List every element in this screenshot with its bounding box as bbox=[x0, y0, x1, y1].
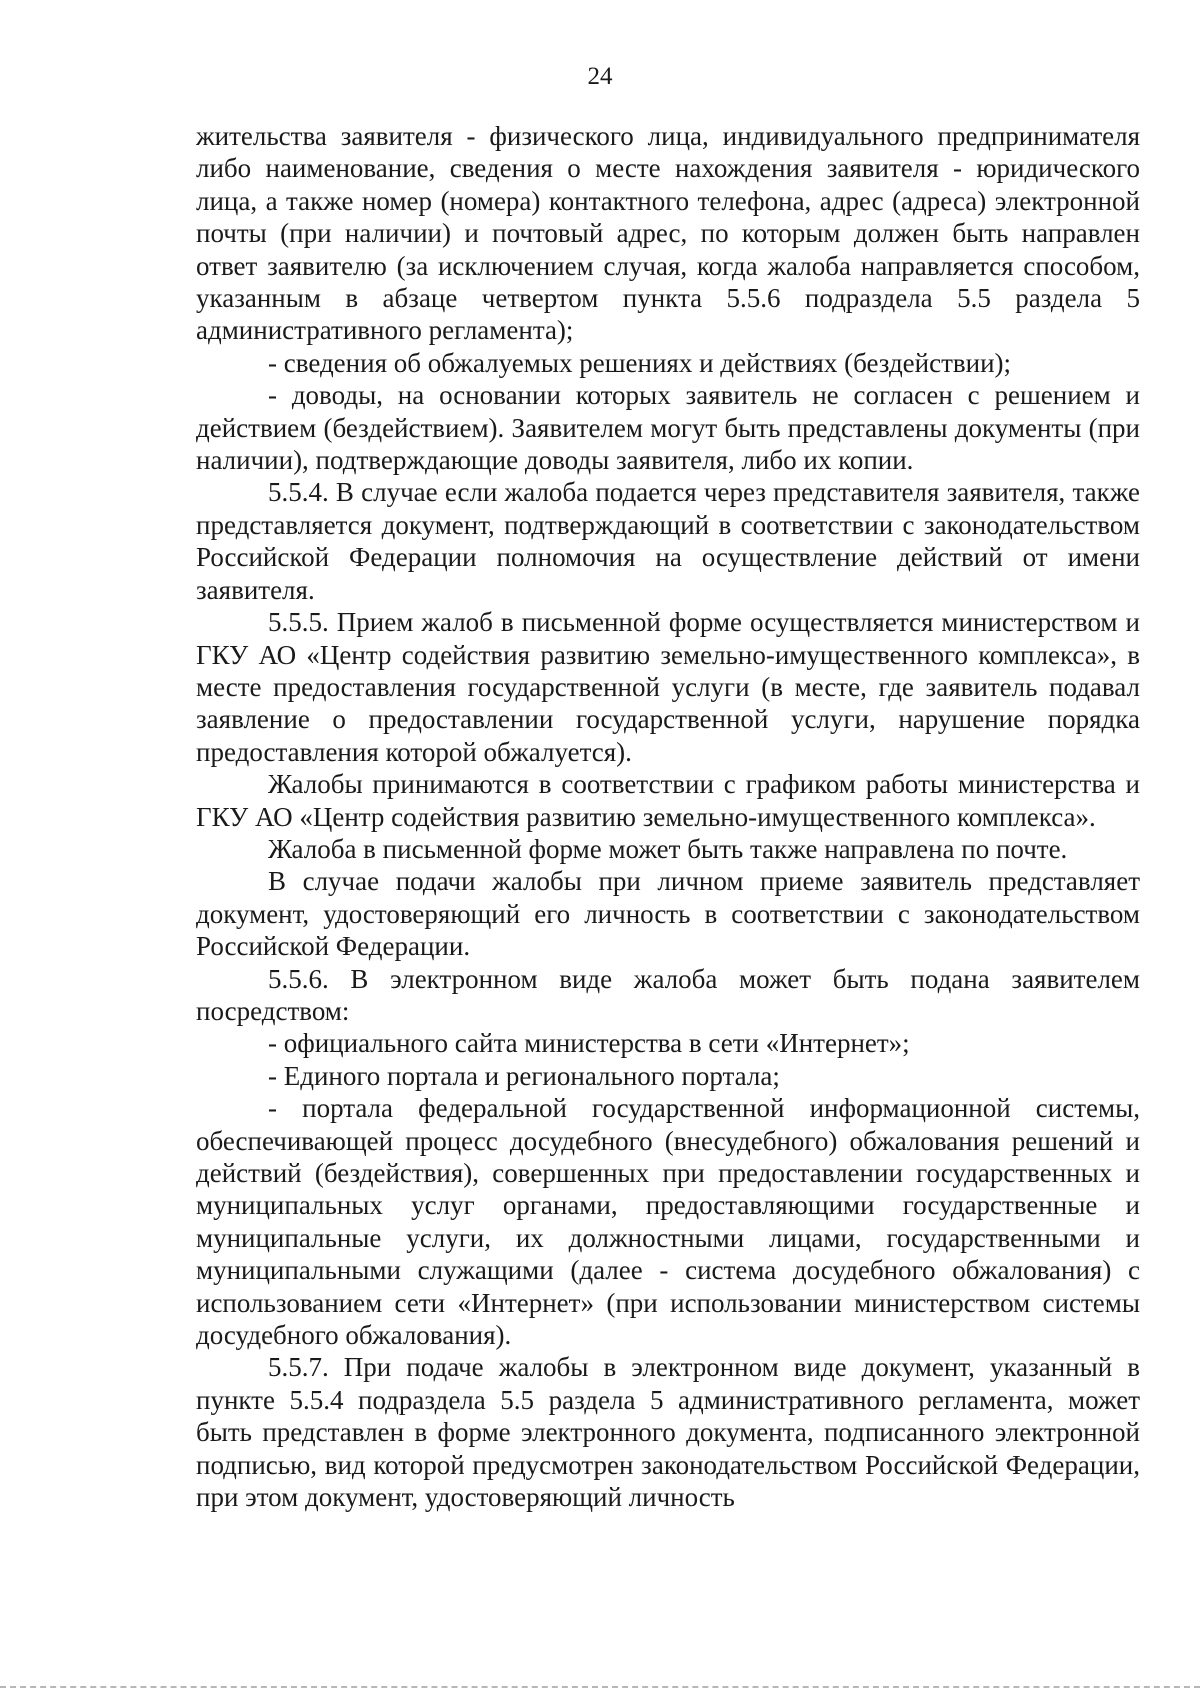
paragraph-appealed-decisions: - сведения об обжалуемых решениях и действиях (бездействии); bbox=[268, 347, 1012, 378]
paragraph-official-site: - официального сайта министерства в сети «Интернет»; bbox=[268, 1028, 910, 1059]
paragraph-5-5-5: 5.5.5. Прием жалоб в письменной форме осуществляется министерством и ГКУ АО «Центр содействия развитию земельно-имущественного комплекса», в месте предоставления государственной услуги (в месте, где заявитель подавал заявление о предоставлении государственной услуги, нарушение порядка предоставления которой обжалуется). bbox=[196, 607, 1140, 767]
paragraph-applicant-contact-details: жительства заявителя - физического лица, индивидуального предпринимателя либо наименование, сведения о месте нахождения заявителя - юридического лица, а также номер (номера) контактного телефона, адрес (адреса) электронной почты (при наличии) и почтовый адрес, по которым должен быть направлен ответ заявителю (за исключением случая, когда жалоба направляется способом, указанным в абзаце четвертом пункта 5.5.6 подраздела 5.5 раздела 5 административного регламента); bbox=[196, 121, 1140, 346]
paragraph-personal-reception: В случае подачи жалобы при личном приеме заявитель представляет документ, удостоверяющий его личность в соответствии с законодательством Российской Федерации. bbox=[196, 866, 1140, 962]
paragraph-schedule: Жалобы принимаются в соответствии с графиком работы министерства и ГКУ АО «Центр содействия развитию земельно-имущественного комплекса». bbox=[196, 769, 1140, 832]
paragraph-5-5-4: 5.5.4. В случае если жалоба подается через представителя заявителя, также представляется документ, подтверждающий в соответствии с законодательством Российской Федерации полномочия на осуществление действий от имени заявителя. bbox=[196, 477, 1140, 605]
paragraph-applicant-arguments: - доводы, на основании которых заявитель не согласен с решением и действием (бездействием). Заявителем могут быть представлены документы (при наличии), подтверждающие доводы заявителя, либо их копии. bbox=[196, 380, 1140, 476]
paragraph-unified-portal: - Единого портала и регионального портала; bbox=[268, 1060, 780, 1091]
paragraph-pretrial-system: - портала федеральной государственной информационной системы, обеспечивающей процесс досудебного (внесудебного) обжалования решений и действий (бездействия), совершенных при предоставлении государственных и муниципальных услуг органами, предоставляющими государственные и муниципальные услуги, их должностными лицами, государственными и муниципальными служащими (далее - система досудебного обжалования) с использованием сети «Интернет» (при использовании министерством системы досудебного обжалования). bbox=[196, 1093, 1140, 1351]
document-body bbox=[196, 120, 1140, 1513]
scan-edge-artifact bbox=[0, 1686, 1200, 1688]
paragraph-5-5-6: 5.5.6. В электронном виде жалоба может быть подана заявителем посредством: bbox=[196, 963, 1140, 1026]
paragraph-5-5-7: 5.5.7. При подаче жалобы в электронном виде документ, указанный в пункте 5.5.4 подраздела 5.5 раздела 5 административного регламента, может быть представлен в форме электронного документа, подписанного электронной подписью, вид которой предусмотрен законодательством Российской Федерации, при этом документ, удостоверяющий личность bbox=[196, 1352, 1140, 1513]
paragraph-by-mail: Жалоба в письменной форме может быть также направлена по почте. bbox=[268, 833, 1068, 864]
page-number: 24 bbox=[587, 63, 613, 90]
